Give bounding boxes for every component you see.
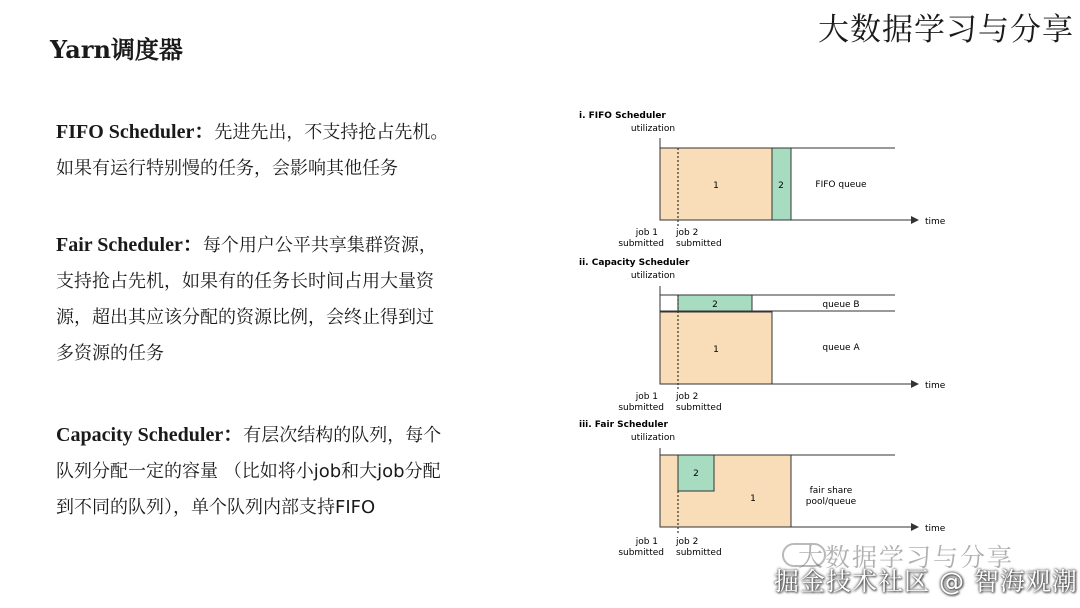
fair-pool-label-line1: fair share — [809, 486, 853, 496]
fair-job-2-label: 2 — [693, 469, 699, 479]
fifo-queue-label: FIFO queue — [815, 180, 867, 190]
fifo-panel-title: i. FIFO Scheduler — [579, 111, 666, 121]
capacity-job-2-submitted-line2: submitted — [676, 403, 722, 413]
capacity-job-1-label: 1 — [713, 345, 719, 355]
capacity-queue-b-label: queue B — [822, 300, 860, 310]
fair-utilization-label: utilization — [630, 433, 676, 443]
capacity-heading: Capacity Scheduler： — [56, 424, 244, 446]
fifo-job-2-submitted-line2: submitted — [676, 239, 722, 249]
fair-job-1-label: 1 — [750, 494, 756, 504]
fifo-panel — [579, 111, 946, 249]
capacity-time-label: time — [925, 381, 946, 391]
fair-job-1-submitted-line2: submitted — [618, 548, 664, 558]
fair-line-4: 多资源的任务 — [56, 343, 164, 364]
capacity-job-1-submitted-line2: submitted — [618, 403, 664, 413]
fifo-time-label: time — [925, 217, 946, 227]
capacity-job-2-submitted-line1: job 2 — [676, 392, 699, 402]
fifo-description — [56, 114, 448, 187]
fifo-job-1-submitted-line1: job 1 — [635, 228, 658, 238]
fair-heading: Fair Scheduler： — [56, 234, 203, 256]
scheduler-diagram-svg — [573, 104, 953, 564]
fair-description — [56, 227, 437, 372]
capacity-line-3: 到不同的队列），单个队列内部支持FIFO — [56, 497, 376, 518]
capacity-job-2-label: 2 — [712, 300, 718, 310]
capacity-utilization-label: utilization — [630, 271, 676, 281]
fair-job-1-submitted-line1: job 1 — [635, 537, 658, 547]
fifo-job-1-submitted-line2: submitted — [618, 239, 664, 249]
fifo-line-2: 如果有运行特别慢的任务，会影响其他任务 — [56, 158, 398, 179]
watermark-account-name: 大数据学习与分享 — [798, 543, 1015, 572]
fair-panel-title: iii. Fair Scheduler — [579, 420, 668, 430]
capacity-panel-title: ii. Capacity Scheduler — [579, 258, 690, 268]
fifo-line-1: 先进先出，不支持抢占先机。 — [214, 122, 449, 143]
capacity-queue-a-label: queue A — [822, 343, 860, 353]
fifo-utilization-label: utilization — [630, 124, 676, 134]
capacity-description — [56, 417, 441, 526]
fair-line-1: 每个用户公平共享集群资源， — [202, 235, 437, 256]
scheduler-diagram — [573, 104, 953, 568]
fair-job-2-submitted-line2: submitted — [676, 548, 722, 558]
fair-line-2: 支持抢占先机，如果有的任务长时间占用大量资 — [56, 271, 434, 292]
watermark-source: 掘金技术社区 @ 智海观潮 — [774, 567, 1078, 596]
capacity-job-1-submitted-line1: job 1 — [635, 392, 658, 402]
fifo-job-2-label: 2 — [778, 181, 784, 191]
fair-time-label: time — [925, 524, 946, 534]
fair-pool-label-line2: pool/queue — [805, 497, 857, 507]
page-title: Yarn调度器 — [50, 35, 183, 64]
fifo-job-1-label: 1 — [713, 181, 719, 191]
fifo-job-2-submitted-line1: job 2 — [676, 228, 699, 238]
fifo-heading: FIFO Scheduler： — [56, 121, 215, 143]
capacity-line-1: 有层次结构的队列，每个 — [243, 425, 442, 446]
brand-logo-text: 大数据学习与分享 — [818, 12, 1074, 48]
fair-line-3: 源，超出其应该分配的资源比例，会终止得到过 — [56, 307, 434, 328]
fair-job-2-submitted-line1: job 2 — [676, 537, 699, 547]
capacity-panel — [579, 258, 946, 413]
capacity-line-2: 队列分配一定的容量 （比如将小job和大job分配 — [56, 461, 441, 482]
